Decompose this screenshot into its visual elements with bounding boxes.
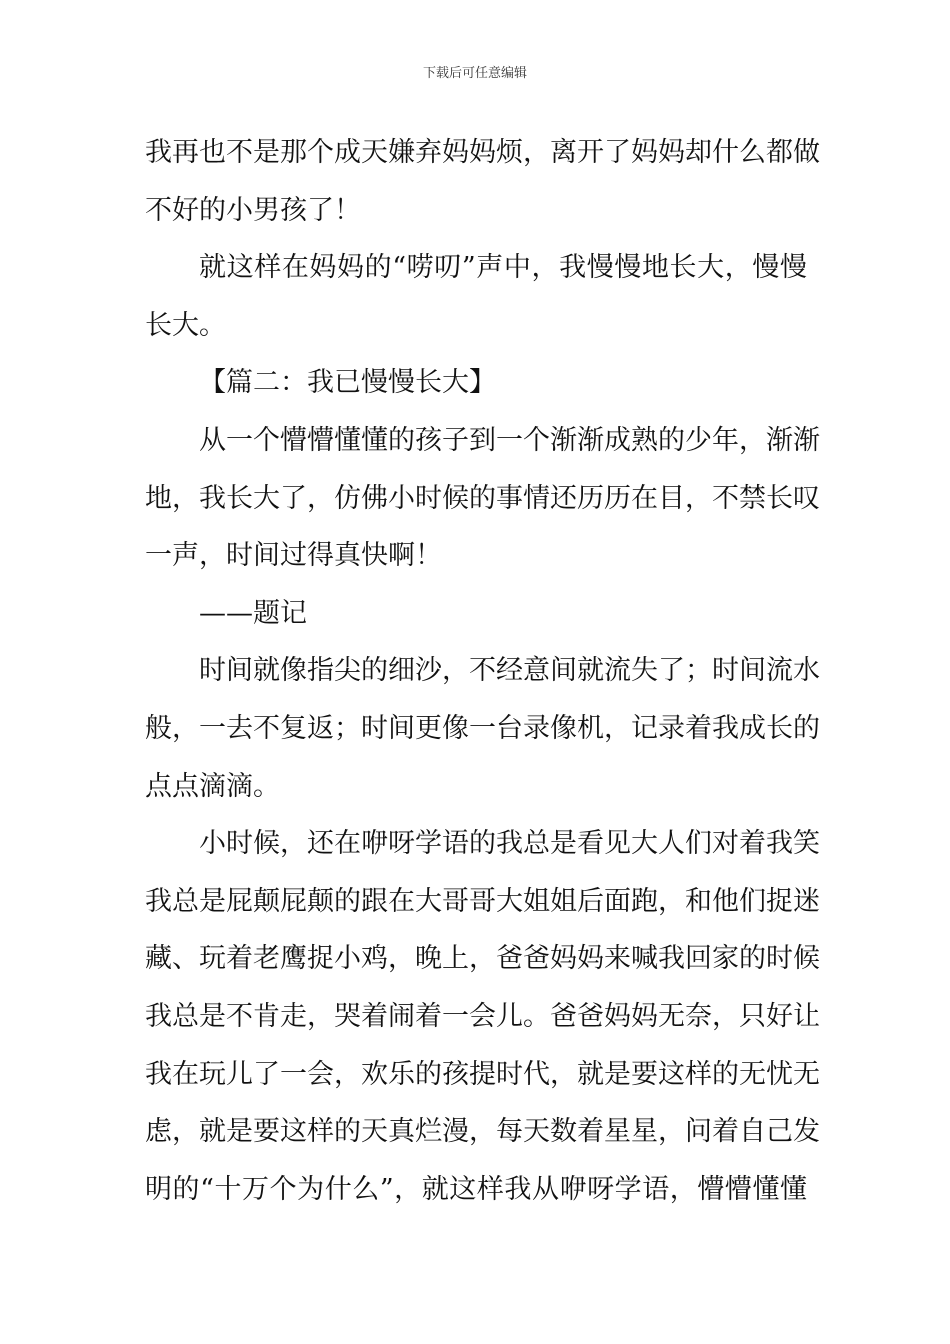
text-line: 我总是不肯走，哭着闹着一会儿。爸爸妈妈无奈，只好让 bbox=[145, 1000, 820, 1032]
text-line: 我再也不是那个成天嫌弃妈妈烦，离开了妈妈却什么都做 bbox=[145, 137, 820, 168]
text-line: 藏、玩着老鹰捉小鸡，晚上，爸爸妈妈来喊我回家的时候 bbox=[145, 943, 820, 975]
text-line: 不好的小男孩了！ bbox=[145, 194, 361, 226]
epigraph-attribution: ——题记 bbox=[199, 597, 307, 629]
text-line: 我总是屁颠屁颠的跟在大哥哥大姐姐后面跑，和他们捉迷 bbox=[145, 885, 820, 917]
text-line: 虑，就是要这样的天真烂漫，每天数着星星，问着自己发 bbox=[145, 1116, 820, 1148]
text-line: 我在玩儿了一会，欢乐的孩提时代，就是要这样的无忧无 bbox=[145, 1058, 820, 1090]
text-line: 时间就像指尖的细沙，不经意间就流失了；时间流水 bbox=[199, 655, 820, 687]
text-line: 地，我长大了，仿佛小时候的事情还历历在目，不禁长叹 bbox=[145, 482, 820, 514]
document-body bbox=[145, 124, 820, 1218]
text-line: 就这样在妈妈的“唠叨”声中，我慢慢地长大，慢慢 bbox=[199, 252, 807, 284]
text-line: 般，一去不复返；时间更像一台录像机，记录着我成长的 bbox=[145, 712, 820, 744]
text-line: 明的“十万个为什么”，就这样我从咿呀学语，懵懵懂懂 bbox=[145, 1173, 807, 1205]
page-header: 下载后可任意编辑 bbox=[422, 66, 527, 81]
text-line: 长大。 bbox=[145, 309, 226, 341]
text-line: 点点滴滴。 bbox=[145, 770, 280, 802]
section-heading: 【篇二：我已慢慢长大】 bbox=[199, 367, 496, 399]
text-line: 从一个懵懵懂懂的孩子到一个渐渐成熟的少年，渐渐 bbox=[199, 424, 820, 456]
text-line: 小时候，还在咿呀学语的我总是看见大人们对着我笑 bbox=[199, 828, 820, 860]
text-line: 一声，时间过得真快啊！ bbox=[145, 540, 442, 572]
